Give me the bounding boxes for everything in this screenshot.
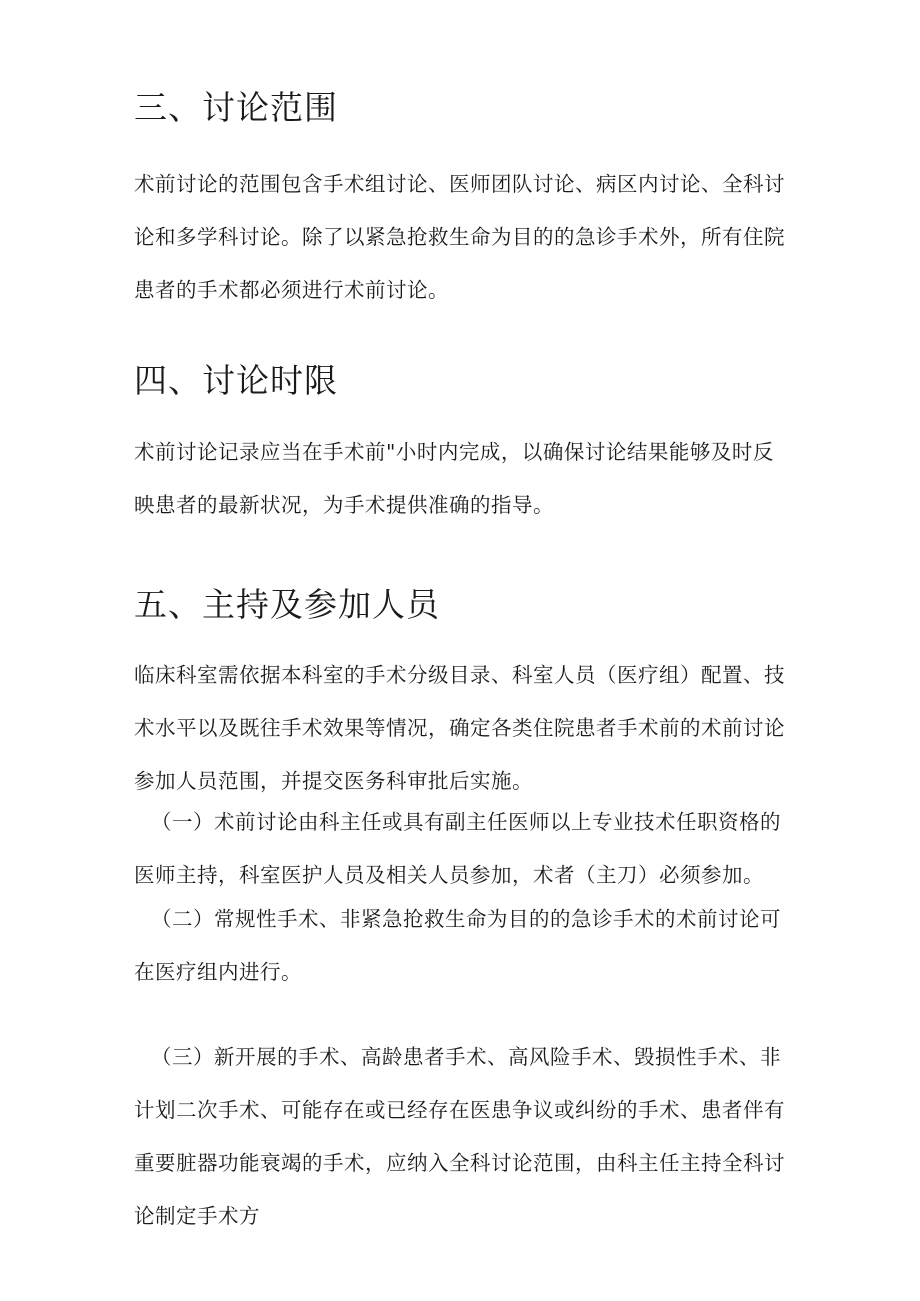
section-5-item-3: （三）新开展的手术、高龄患者手术、高风险手术、毁损性手术、非计划二次手术、可能存在或已经存在医患争议或纠纷的手术、患者伴有重要脏器功能衰竭的手术，应纳入全科讨论范围，由科主任主持全科讨论制定手术方: [134, 1045, 785, 1228]
section-5-item-2: （二）常规性手术、非紧急抢救生命为目的的急诊手术的术前讨论可在医疗组内进行。: [134, 907, 781, 984]
section-5-item-1: （一）术前讨论由科主任或具有副主任医师以上专业技术任职资格的医师主持，科室医护人员及相关人员参加，术者（主刀）必须参加。: [134, 810, 781, 887]
section-4-heading: 四、讨论时限: [134, 361, 338, 400]
section-5-intro-paragraph: 临床科室需依据本科室的手术分级目录、科室人员（医疗组）配置、技术水平以及既往手术效果等情况，确定各类住院患者手术前的术前讨论参加人员范围，并提交医务科审批后实施。: [134, 663, 785, 793]
section-3-heading: 三、讨论范围: [134, 88, 338, 127]
section-4-paragraph: 术前讨论记录应当在手术前"小时内完成，以确保讨论结果能够及时反映患者的最新状况，为手术提供准确的指导。: [134, 440, 774, 517]
section-5-heading: 五、主持及参加人员: [134, 585, 440, 624]
section-3-paragraph: 术前讨论的范围包含手术组讨论、医师团队讨论、病区内讨论、全科讨论和多学科讨论。除了以紧急抢救生命为目的的急诊手术外，所有住院患者的手术都必须进行术前讨论。: [134, 172, 785, 302]
